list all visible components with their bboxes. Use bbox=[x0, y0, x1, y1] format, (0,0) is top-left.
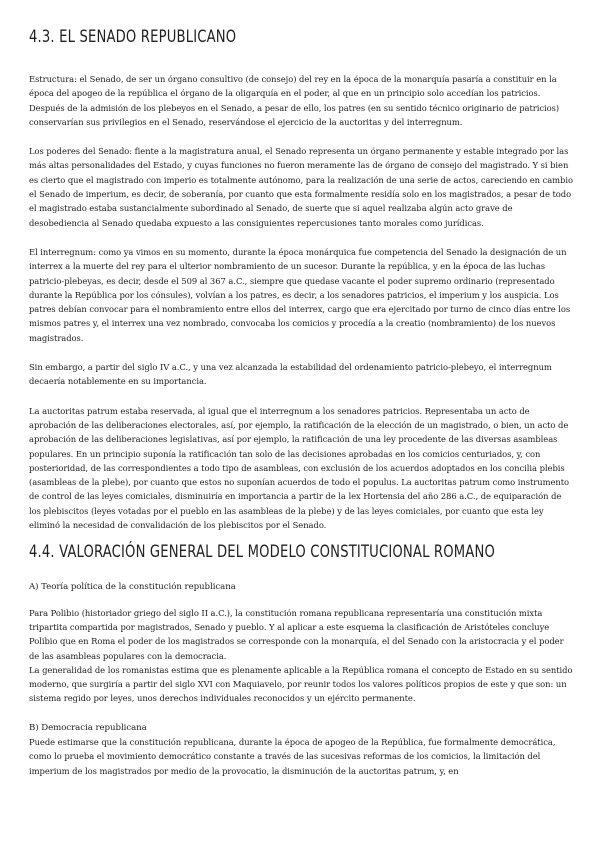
paragraph-poderes: Los poderes del Senado: fiente a la magistratura anual, el Senado representa un órgano permanente y estable integrado por las más altas personalidades del Estado, y cuyas funciones no fueron meramente las de órgano de consejo del magistrado. Y si bien es cierto que el magistrado con imperio es totalmente autónomo, para la realización de una serie de actos, careciendo en cambio el Senado de imperium, es decir, de soberanía, por cuanto que esta formalmente residía solo en los magistrados, a pesar de todo el magistrado estaba sustancialmente subordinado al Senado, de suerte que si aquel realizaba algún acto grave de desobediencia al Senado quedaba expuesto a las consiguientes repercusiones tanto morales como jurídicas. bbox=[29, 146, 573, 228]
section-heading-valoracion: 4.4. VALORACIÓN GENERAL DEL MODELO CONSTITUCIONAL ROMANO bbox=[29, 542, 495, 563]
subheading-democracia: B) Democracia republicana bbox=[29, 722, 147, 733]
paragraph-romanistas: La generalidad de los romanistas estima que es plenamente aplicable a la República romana el concepto de Estado en su sentido moderno, que surgiría a partir del siglo XVI con Maquiavelo, por reunir todos los valores políticos propios de este y que son: un sistema regido por leyes, unos derechos individuales reconocidos y un ejército permanente. bbox=[29, 664, 573, 704]
paragraph-interregnum: El interregnum: como ya vimos en su momento, durante la época monárquica fue competencia del Senado la designación de un interrex a la muerte del rey para el ulterior nombramiento de un sucesor. Durante la república, y en la época de las luchas patricio-plebeyas, es decir, desde el 509 al 367 a.C., siempre que quedase vacante el poder supremo ordinario (representado durante la República por los cónsules), volvían a los patres, es decir, a los senadores patricios, el imperium y los auspicia. Los patres debían convocar para el nombramiento entre ellos del interrex, cargo que era ejercitado por turno de cinco días entre los mismos patres y, el interrex una vez nombrado, convocaba los comicios y procedía a la creatio (nombramiento) de los nuevos magistrados. bbox=[29, 246, 571, 343]
paragraph-democracia: Puede estimarse que la constitución republicana, durante la época de apogeo de la República, fue formalmente democrática, como lo prueba el movimiento democrático constante a través de las sucesivas reformas de los comicios, la limitación del imperium de los magistrados por medio de la provocatio, la disminución de la auctoritas patrum, y, en bbox=[29, 736, 556, 776]
paragraph-auctoritas: La auctoritas patrum estaba reservada, al igual que el interregnum a los senadores patricios. Representaba un acto de aprobación de las deliberaciones electorales, así, por ejemplo, la ratificación de la elección de un magistrado, o bien, un acto de aprobación de las deliberaciones legislativas, así por ejemplo, la ratificación de una ley procedente de las diversas asambleas populares. En un principio suponía la ratificación tan solo de las decisiones aprobadas en los comicios centuriados, y, con posterioridad, de las correspondientes a todo tipo de asambleas, con exclusión de los acuerdos adoptados en los concilia plebis (asambleas de la plebe), por cuanto que estos no suponían acuerdos de todo el populus. La auctoritas patrum como instrumento de control de las leyes comiciales, disminuiría en importancia a partir de la lex Hortensia del año 286 a.C., de equiparación de los plebiscitos (leyes votadas por el pueblo en las asambleas de la plebe) y de las leyes comiciales, por cuanto que esta ley eliminó la necesidad de convalidación de los plebiscitos por el Senado. bbox=[29, 405, 570, 531]
paragraph-polibio: Para Polibio (historiador griego del siglo II a.C.), la constitución romana republicana representaría una constitución mixta tripartita compartida por magistrados, Senado y pueblo. Y al aplicar a este esquema la clasificación de Aristóteles concluye Polibio que en Roma el poder de los magistrados se corresponde con la monarquía, el del Senado con la aristocracia y el poder de las asambleas populares con la democracia. bbox=[29, 607, 564, 661]
paragraph-estructura: Estructura: el Senado, de ser un órgano consultivo (de consejo) del rey en la época de la monarquía pasaría a constituir en la época del apogeo de la república el órgano de la oligarquía en el poder, al que en un principio solo accedían los patricios. Después de la admisión de los plebeyos en el Senado, a pesar de ello, los patres (en su sentido técnico originario de patricios) conservarían sus privilegios en el Senado, reservándose el ejercicio de la auctoritas y del interregnum. bbox=[29, 74, 560, 127]
paragraph-sin-embargo: Sin embargo, a partir del siglo IV a.C., y una vez alcanzada la estabilidad del ordenamiento patricio-plebeyo, el interregnum decaería notablemente en su importancia. bbox=[29, 362, 552, 387]
subheading-teoria-politica: A) Teoría política de la constitución republicana bbox=[29, 582, 236, 593]
section-heading-senado: 4.3. EL SENADO REPUBLICANO bbox=[29, 27, 237, 47]
